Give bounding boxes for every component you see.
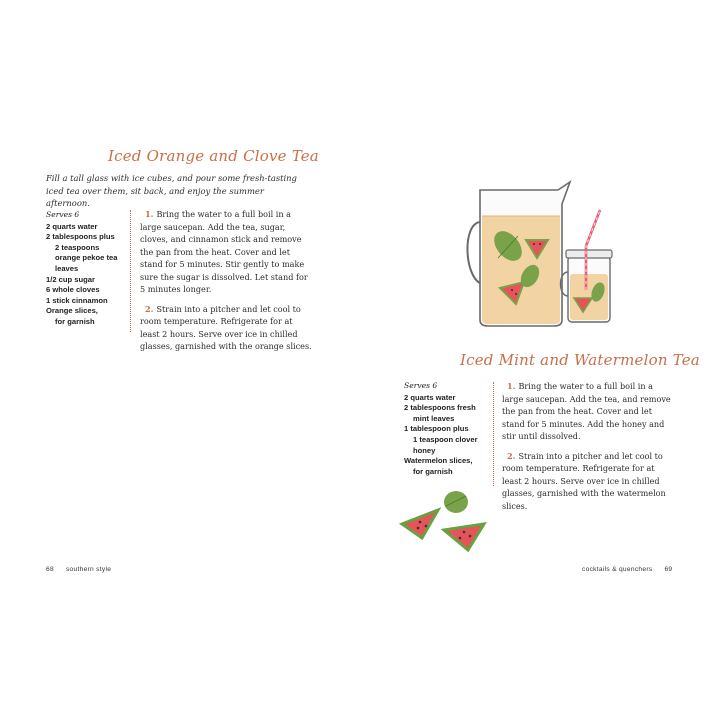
right-recipe-title: Iced Mint and Watermelon Tea	[460, 351, 700, 369]
section-name: cocktails & quenchers	[582, 566, 653, 573]
right-method-steps	[502, 380, 676, 519]
ingredient-item: Watermelon slices, for garnish	[404, 456, 473, 476]
ingredient-item: 6 whole cloves	[46, 285, 100, 295]
method-step: 2. Strain into a pitcher and let cool to room temperature. Refrigerate for at least 2 hours. Serve over ice in chilled glasses, garnished with the orange slices.	[140, 303, 312, 351]
right-ingredients-list	[404, 381, 490, 477]
ingredient-item: 1/2 cup sugar	[46, 274, 95, 284]
method-step: 1. Bring the water to a full boil in a large saucepan. Add the tea, and remove the pan from the heat. Cover and let stand for 5 minutes. Add the honey and stir until dissolved.	[502, 381, 671, 441]
ingredient-item: 1 tablespoon plus 1 teaspoon clover honey	[404, 424, 478, 455]
ingredient-item: 2 tablespoons fresh mint leaves	[404, 403, 476, 423]
column-divider	[130, 210, 131, 332]
left-page-footer	[46, 566, 111, 573]
column-divider	[493, 382, 494, 486]
page-number: 68	[46, 566, 54, 573]
left-method-steps	[140, 208, 312, 360]
ingredient-item: 2 tablespoons plus 2 teaspoons orange pekoe tea leaves	[46, 232, 118, 273]
ingredient-item: Orange slices, for garnish	[46, 306, 98, 326]
method-step: 1. Bring the water to a full boil in a large saucepan. Add the tea, sugar, cloves, and cinnamon stick and remove the pan from the heat. Cover and let stand for 5 minutes. Stir gently to make sure the sugar is dissolved. Let stand for 5 minutes longer.	[140, 209, 308, 294]
ingredient-item: 1 stick cinnamon	[46, 295, 108, 305]
pitcher-and-jar-icon	[458, 180, 618, 335]
section-name: southern style	[65, 566, 112, 573]
serves-label: Serves 6	[46, 210, 80, 219]
page-number: 69	[664, 566, 673, 573]
left-recipe-title: Iced Orange and Clove Tea	[108, 147, 319, 165]
right-page-footer	[582, 566, 672, 573]
left-recipe-intro: Fill a tall glass with ice cubes, and pour some fresh-tasting iced tea over them, sit back, and enjoy the summer afternoon.	[46, 173, 297, 208]
method-step: 2. Strain into a pitcher and let cool to room temperature. Refrigerate for at least 2 hours. Serve over ice in chilled glasses, garnished with the watermelon slices.	[502, 450, 666, 511]
ingredient-item: 2 quarts water	[404, 392, 456, 402]
left-ingredients-list	[46, 210, 126, 328]
serves-label: Serves 6	[404, 381, 438, 390]
ingredient-item: 2 quarts water	[46, 221, 98, 231]
watermelon-slices-icon	[398, 488, 494, 554]
